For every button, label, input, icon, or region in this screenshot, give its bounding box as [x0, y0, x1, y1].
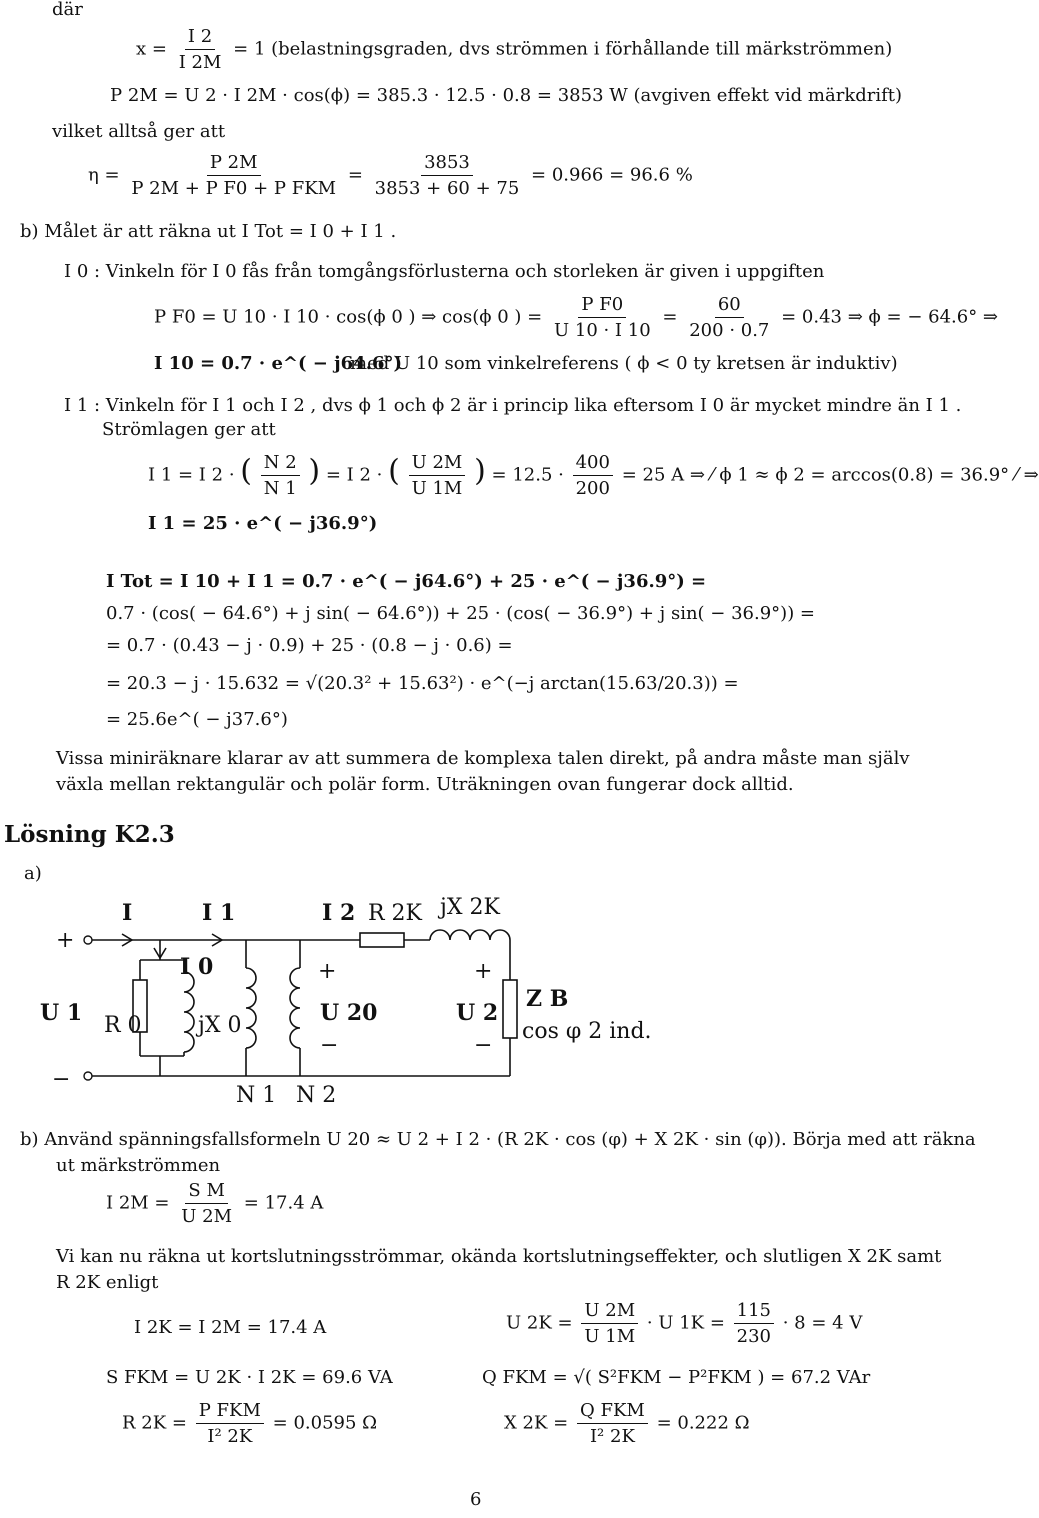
x-definition	[136, 26, 892, 73]
label-R2K: R 2K	[368, 901, 422, 926]
label-N2: N 2	[296, 1083, 337, 1108]
r2k-fraction	[196, 1400, 264, 1447]
label-N1: N 1	[236, 1083, 277, 1108]
vi-kan-paragraph: Vi kan nu räkna ut kortslutningsströmmar, okända kortslutningseffekter, och slutligen X 2K samt R 2K enligt	[56, 1246, 942, 1294]
eta-lhs: η =	[88, 164, 120, 186]
x-fraction-num: I 2	[185, 26, 215, 50]
u2k-den1: U 1M	[584, 1326, 636, 1347]
i1-num3: 400	[573, 452, 613, 476]
paren-open-1: (	[240, 453, 252, 489]
x-fraction	[176, 26, 225, 73]
page-number: 6	[470, 1489, 482, 1510]
eq-u2k	[506, 1300, 862, 1347]
paren-close-1: )	[308, 453, 321, 489]
label-U1: U 1	[40, 1000, 83, 1026]
pf0-num1: P F0	[578, 294, 626, 318]
i2m-fraction	[178, 1180, 235, 1227]
i2m-den: U 2M	[181, 1206, 233, 1227]
pf0-eq: =	[662, 306, 678, 328]
i1-mid2: = 12.5 ·	[491, 464, 564, 486]
eta-num2: 3853	[421, 152, 473, 176]
i1-description-line2: Strömlagen ger att	[102, 419, 276, 440]
eta-den1: P 2M + P F0 + P FKM	[131, 178, 337, 199]
p2m-equation: P 2M = U 2 · I 2M · cos(ϕ) = 385.3 · 12.5 · 0.8 = 3853 W (avgiven effekt vid märkdrift)	[110, 85, 903, 106]
eta-num1: P 2M	[207, 152, 261, 176]
x2k-fraction	[577, 1400, 648, 1447]
r2k-rest: = 0.0595 Ω	[272, 1412, 378, 1434]
i10-result: I 10 = 0.7 · e^( − j64.6°)	[154, 353, 403, 374]
i1-rest: = 25 A ⇒ ⁄ ϕ 1 ≈ ϕ 2 = arccos(0.8) = 36.9° ⁄ ⇒	[621, 464, 1039, 486]
eq-sfkm: S FKM = U 2K · I 2K = 69.6 VA	[106, 1367, 393, 1388]
i10-note: med U 10 som vinkelreferens ( ϕ < 0 ty kretsen är induktiv)	[350, 353, 898, 374]
eta-fraction-1	[128, 152, 339, 199]
u2k-num2: 115	[734, 1300, 774, 1324]
label-jX2K: jX 2K	[440, 895, 500, 920]
label-U2: U 2	[456, 1000, 499, 1026]
i1-den3: 200	[575, 478, 610, 499]
circuit-minus-mid: −	[320, 1033, 339, 1058]
pf0-num2: 60	[715, 294, 744, 318]
i1-fraction-n	[261, 452, 300, 499]
label-R0: R 0	[104, 1013, 142, 1038]
label-ZB: Z B	[526, 986, 569, 1012]
vilket-text: vilket alltså ger att	[52, 121, 226, 142]
label-cos: cos φ 2 ind.	[522, 1019, 652, 1044]
pf0-rest: = 0.43 ⇒ ϕ = − 64.6° ⇒	[781, 306, 999, 328]
x2k-den: I² 2K	[589, 1426, 635, 1447]
i1-n1: N 1	[263, 478, 297, 499]
i1-result: I 1 = 25 · e^( − j36.9°)	[148, 513, 378, 534]
i1-fraction-u	[409, 452, 466, 499]
eq-x2k	[504, 1400, 750, 1447]
transformer-circuit	[0, 880, 960, 1110]
part-b-line2: ut märkströmmen	[56, 1155, 221, 1176]
i2m-equation	[106, 1180, 323, 1227]
circuit-minus-left: −	[52, 1067, 71, 1092]
i1-u2m: U 2M	[409, 452, 466, 476]
pf0-lhs: P F0 = U 10 · I 10 · cos(ϕ 0 ) ⇒ cos(ϕ 0 ) =	[154, 306, 543, 328]
x-fraction-den: I 2M	[178, 52, 222, 73]
label-I1: I 1	[202, 900, 236, 926]
i2m-lhs: I 2M =	[106, 1192, 170, 1214]
solution-title: Lösning K2.3	[4, 821, 175, 848]
eq-qfkm: Q FKM = √( S²FKM − P²FKM ) = 67.2 VAr	[482, 1367, 871, 1388]
x2k-num: Q FKM	[577, 1400, 648, 1424]
i1-description-line1: I 1 : Vinkeln för I 1 och I 2 , dvs ϕ 1 och ϕ 2 är i princip lika eftersom I 0 är mycket mindre än I 1 .	[64, 395, 962, 416]
x-lhs: x =	[136, 38, 167, 60]
i1-u1m: U 1M	[411, 478, 463, 499]
paren-open-2: (	[388, 453, 400, 489]
intro-word: där	[52, 0, 83, 20]
eq-r2k	[122, 1400, 377, 1447]
terminal-bottom-icon	[84, 1072, 92, 1080]
eta-equation	[88, 152, 693, 199]
eta-den2: 3853 + 60 + 75	[374, 178, 520, 199]
u2k-fraction-1	[581, 1300, 638, 1347]
i1-mid: = I 2 ·	[325, 464, 383, 486]
pf0-fraction-2	[686, 294, 772, 341]
u2k-den2: 230	[736, 1326, 771, 1347]
u2k-rest: · 8 = 4 V	[782, 1312, 863, 1334]
u2k-lhs: U 2K =	[506, 1312, 573, 1334]
pf0-den1: U 10 · I 10	[553, 320, 651, 341]
x2k-lhs: X 2K =	[504, 1412, 569, 1434]
i1-lhs: I 1 = I 2 ·	[148, 464, 235, 486]
circuit-minus-right: −	[474, 1033, 493, 1058]
circuit-plus-mid: +	[318, 959, 337, 984]
i1-equation	[148, 452, 1039, 499]
itot-line-2: 0.7 · (cos( − 64.6°) + j sin( − 64.6°)) + 25 · (cos( − 36.9°) + j sin( − 36.9°)) =	[106, 603, 816, 624]
label-I2: I 2	[322, 900, 356, 926]
r2k-num: P FKM	[196, 1400, 264, 1424]
eta-rest: = 0.966 = 96.6 %	[531, 164, 693, 186]
u2k-mid: · U 1K =	[646, 1312, 725, 1334]
label-U20: U 20	[320, 1000, 378, 1026]
i2m-num: S M	[185, 1180, 227, 1204]
pf0-den2: 200 · 0.7	[689, 320, 770, 341]
eq-i2k: I 2K = I 2M = 17.4 A	[134, 1317, 327, 1338]
circuit-plus-left: +	[56, 928, 75, 953]
itot-line-3: = 0.7 · (0.43 − j · 0.9) + 25 · (0.8 − j · 0.6) =	[106, 635, 513, 656]
u2k-num1: U 2M	[581, 1300, 638, 1324]
i2m-rest: = 17.4 A	[243, 1192, 324, 1214]
terminal-top-icon	[84, 936, 92, 944]
paren-close-2: )	[474, 453, 486, 489]
part-a-label: a)	[24, 863, 42, 884]
x-rest: = 1 (belastningsgraden, dvs strömmen i förhållande till märkströmmen)	[233, 38, 893, 60]
label-jX0: jX 0	[198, 1013, 242, 1038]
circuit-plus-right: +	[474, 959, 493, 984]
pf0-fraction-1	[551, 294, 654, 341]
i1-n2: N 2	[261, 452, 300, 476]
itot-line-5: = 25.6e^( − j37.6°)	[106, 709, 288, 730]
r2k-den: I² 2K	[207, 1426, 253, 1447]
x2k-rest: = 0.222 Ω	[656, 1412, 750, 1434]
eta-fraction-2	[372, 152, 523, 199]
eta-eq: =	[347, 164, 363, 186]
r2k-lhs: R 2K =	[122, 1412, 187, 1434]
label-I: I	[122, 900, 133, 926]
u2k-fraction-2	[734, 1300, 774, 1347]
part-b-goal: b) Målet är att räkna ut I Tot = I 0 + I 1 .	[20, 221, 397, 242]
note-paragraph: Vissa miniräknare klarar av att summera de komplexa talen direkt, på andra måste man själv växla mellan rektangulär och polär form. Uträkningen ovan fungerar dock alltid.	[56, 748, 910, 796]
i0-description: I 0 : Vinkeln för I 0 fås från tomgångsförlusterna och storleken är given i uppgiften	[64, 261, 825, 282]
part-b-line1: b) Använd spänningsfallsformeln U 20 ≈ U 2 + I 2 · (R 2K · cos (φ) + X 2K · sin (φ)). Börja med att räkna	[20, 1129, 976, 1150]
i1-fraction-ratio	[573, 452, 613, 499]
pf0-equation	[154, 294, 998, 341]
itot-line-1: I Tot = I 10 + I 1 = 0.7 · e^( − j64.6°) + 25 · e^( − j36.9°) =	[106, 571, 707, 592]
itot-line-4: = 20.3 − j · 15.632 = √(20.3² + 15.63²) · e^(−j arctan(15.63/20.3)) =	[106, 673, 739, 694]
label-I0: I 0	[180, 954, 214, 980]
